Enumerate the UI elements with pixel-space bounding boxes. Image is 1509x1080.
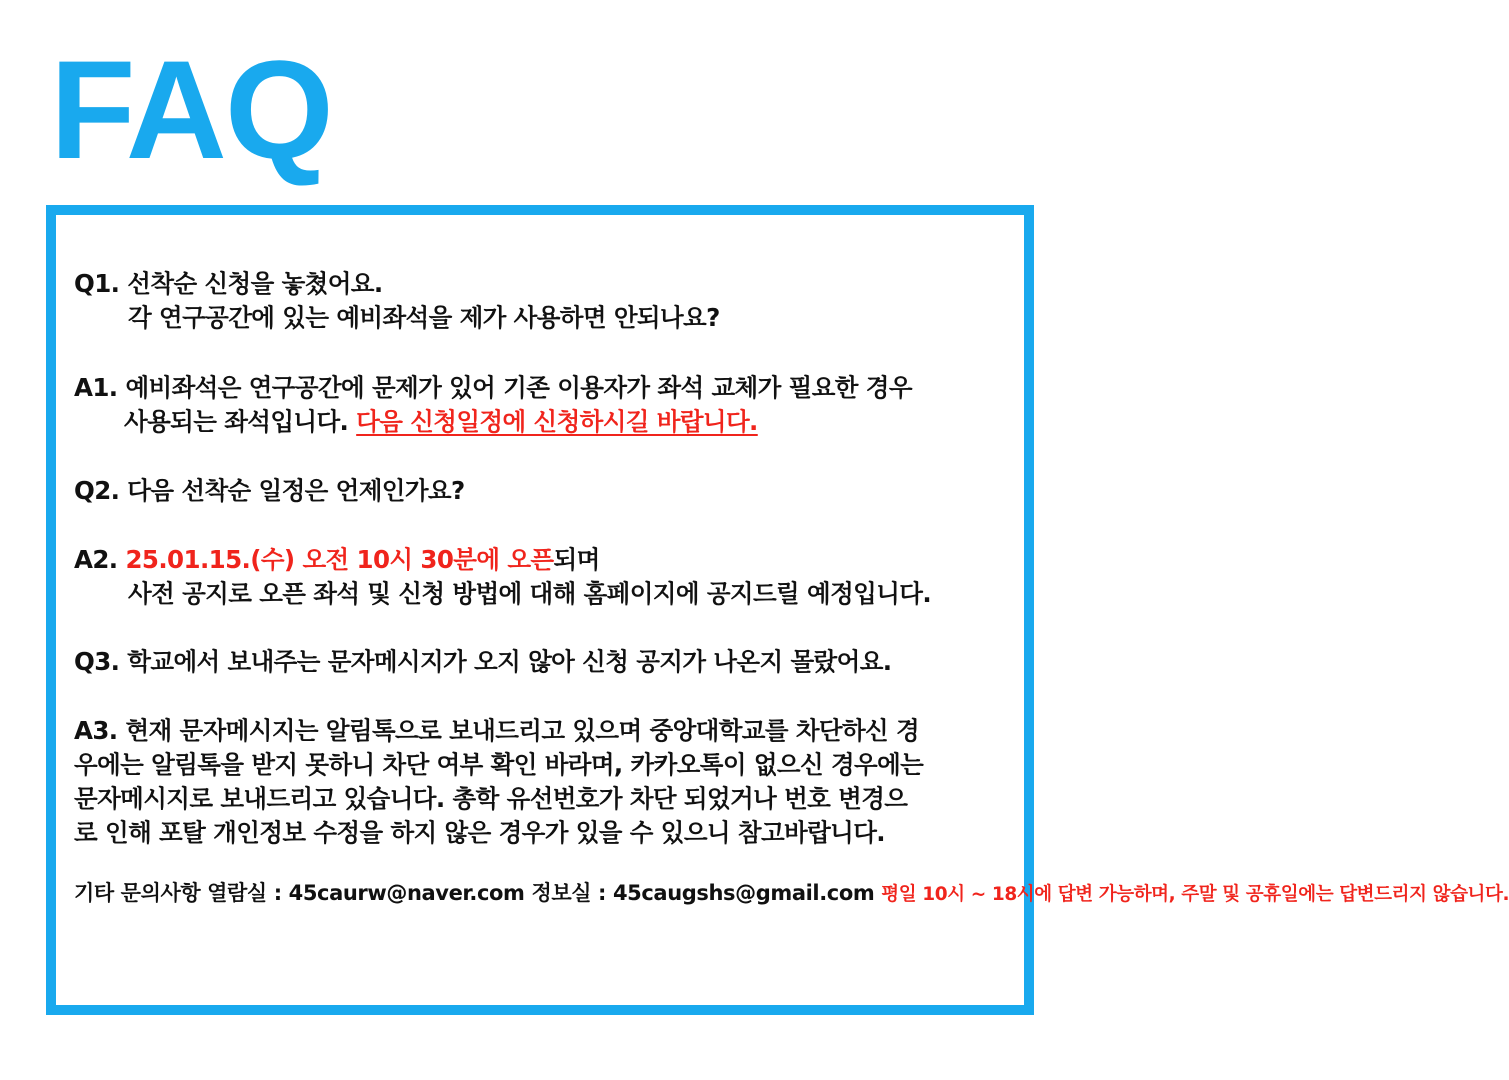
answer-1-line-1: A1. 예비좌석은 연구공간에 문제가 있어 기존 이용자가 좌석 교체가 필요한 경우	[74, 373, 912, 402]
answer-1-highlight: 다음 신청일정에 신청하시길 바랍니다.	[356, 407, 758, 436]
answer-2-line-2: 사전 공지로 오픈 좌석 및 신청 방법에 대해 홈페이지에 공지드릴 예정입니다.	[128, 579, 932, 608]
answer-2-highlight: 25.01.15.(수) 오전 10시 30분에 오픈	[125, 545, 554, 574]
answer-3-line-1: A3. 현재 문자메시지는 알림톡으로 보내드리고 있으며 중앙대학교를 차단하신 경	[74, 716, 920, 745]
question-3	[74, 645, 1012, 679]
contact-hours-note: 평일 10시 ~ 18시에 답변 가능하며, 주말 및 공휴일에는 답변드리지 않습니다.	[881, 884, 1509, 905]
answer-3-line-4: 로 인해 포탈 개인정보 수정을 하지 않은 경우가 있을 수 있으니 참고바랍니다.	[74, 818, 886, 847]
answer-2-suffix: 되며	[553, 545, 600, 574]
contact-reading-room-email: 열람실 : 45caurw@naver.com	[207, 881, 525, 905]
answer-1	[74, 371, 1012, 439]
answer-3-line-3: 문자메시지로 보내드리고 있습니다. 총학 유선번호가 차단 되었거나 번호 변경으	[74, 784, 908, 813]
question-1-line-1: Q1. 선착순 신청을 놓쳤어요.	[74, 269, 383, 298]
question-1	[74, 267, 1012, 335]
contact-info-room-email: 정보실 : 45caugshs@gmail.com	[531, 881, 875, 905]
question-1-line-2: 각 연구공간에 있는 예비좌석을 제가 사용하면 안되나요?	[128, 303, 720, 332]
faq-panel	[46, 205, 1509, 1015]
answer-2	[74, 543, 1012, 611]
question-2	[74, 474, 1012, 508]
question-2-line-1: Q2. 다음 선착순 일정은 언제인가요?	[74, 476, 465, 505]
answer-2-line-1	[74, 543, 1012, 577]
answer-2-prefix: A2.	[74, 545, 126, 574]
page-title: FAQ	[50, 31, 332, 188]
contact-info	[74, 879, 1509, 909]
answer-1-line-2	[74, 405, 1012, 439]
answer-3-line-2: 우에는 알림톡을 받지 못하니 차단 여부 확인 바라며, 카카오톡이 없으신 경우에는	[74, 750, 924, 779]
question-3-line-1: Q3. 학교에서 보내주는 문자메시지가 오지 않아 신청 공지가 나온지 몰랐어요.	[74, 647, 892, 676]
answer-3	[74, 714, 1012, 850]
answer-1-text: 사용되는 좌석입니다.	[124, 407, 357, 436]
contact-heading: 기타 문의사항	[74, 881, 201, 905]
